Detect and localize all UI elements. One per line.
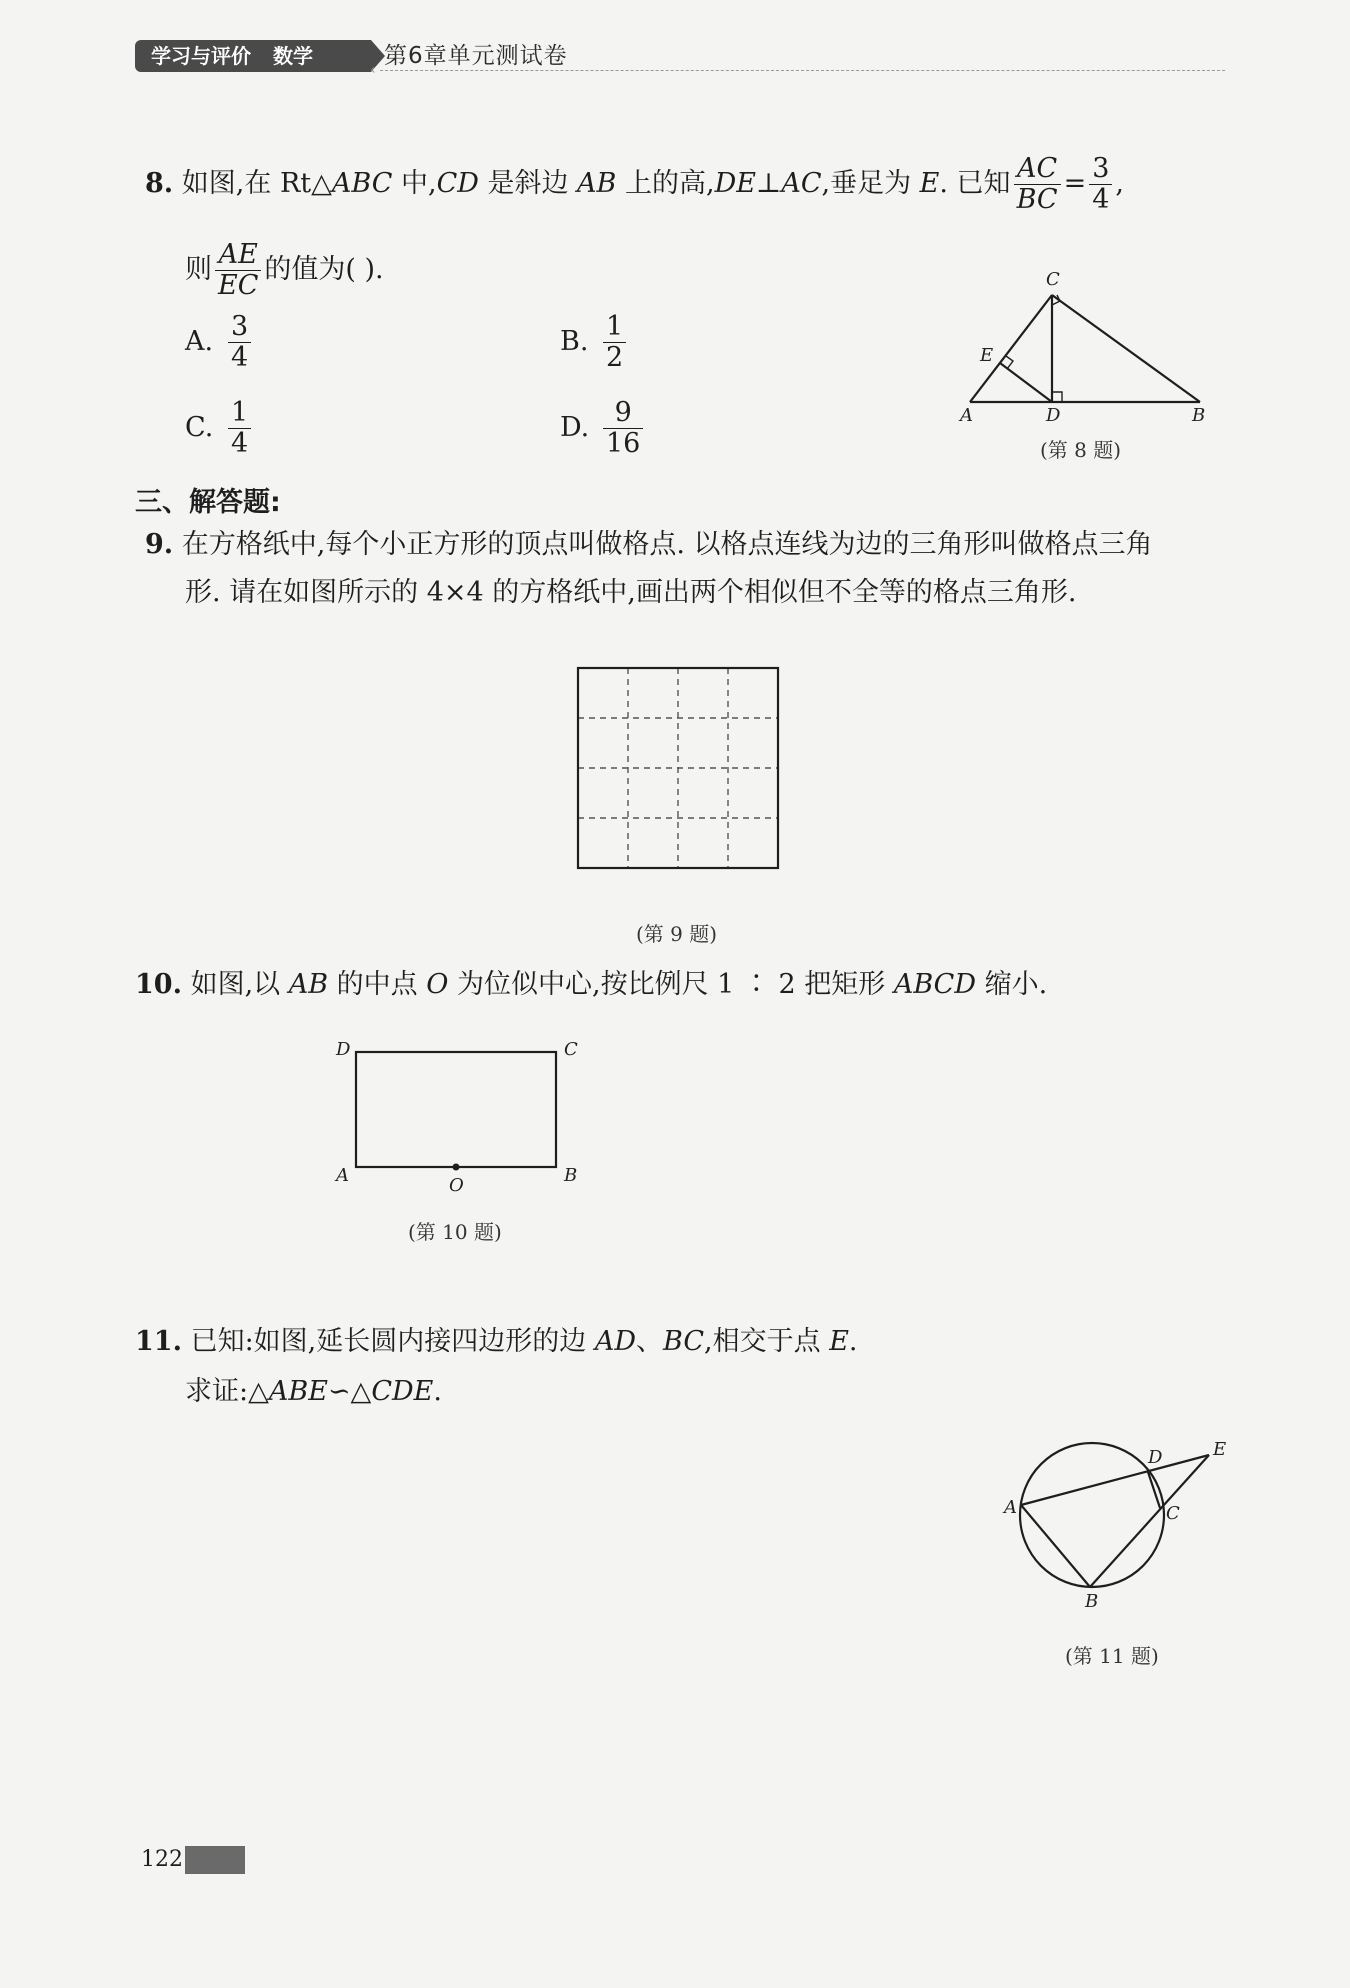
q8-ask-fraction bbox=[215, 240, 261, 301]
point-label-b: B bbox=[1192, 405, 1206, 426]
frac-den: EC bbox=[218, 270, 259, 301]
option-label: C. bbox=[185, 412, 214, 443]
q8-ask-text: 的值为( ). bbox=[264, 254, 384, 285]
header-divider bbox=[380, 70, 1225, 71]
q9-line1 bbox=[145, 528, 1153, 562]
q8-var: E bbox=[919, 168, 940, 199]
frac-num: 1 bbox=[228, 398, 251, 429]
point-label-a: A bbox=[960, 405, 973, 426]
segment-bc bbox=[1052, 295, 1200, 402]
frac-den: BC bbox=[1016, 184, 1058, 215]
frac-num: AE bbox=[215, 240, 261, 271]
q8-ask bbox=[185, 240, 384, 301]
q11-number: 11. bbox=[135, 1326, 182, 1357]
q8-text: . 已知 bbox=[939, 168, 1011, 199]
point-label-a: A bbox=[1004, 1497, 1017, 1518]
q8-text: 是斜边 bbox=[478, 168, 578, 199]
option-fraction bbox=[603, 312, 626, 373]
q8-var: AC bbox=[781, 168, 822, 199]
q10-text: 的中点 bbox=[328, 969, 427, 1000]
point-label-b: B bbox=[564, 1165, 578, 1186]
point-label-c: C bbox=[1166, 1503, 1180, 1524]
q8-var: DE bbox=[714, 168, 756, 199]
q8-figure bbox=[950, 265, 1220, 425]
point-label-d: D bbox=[1046, 405, 1061, 426]
point-label-e: E bbox=[980, 345, 994, 366]
q8-var: ABC bbox=[331, 168, 393, 199]
q10-caption: (第 10 题) bbox=[408, 1220, 502, 1244]
q8-option-d[interactable] bbox=[560, 398, 646, 459]
frac-num: 3 bbox=[228, 312, 251, 343]
header-arrow-icon: ‹ bbox=[370, 62, 376, 78]
q11-text: 已知:如图,延长圆内接四边形的边 bbox=[190, 1326, 595, 1357]
q8-given-value bbox=[1089, 154, 1112, 215]
point-label-d: D bbox=[336, 1039, 351, 1060]
q10-text: 缩小. bbox=[976, 969, 1048, 1000]
q8-text: 上的高, bbox=[616, 168, 715, 199]
q8-equals: = bbox=[1063, 168, 1087, 199]
option-fraction bbox=[228, 398, 251, 459]
frac-den: 2 bbox=[606, 342, 624, 373]
point-label-c: C bbox=[1046, 269, 1060, 290]
q11-var: E bbox=[829, 1326, 849, 1357]
q11-prove bbox=[185, 1375, 442, 1409]
header-badge bbox=[135, 40, 371, 72]
q11-figure bbox=[1000, 1435, 1240, 1615]
point-label-e: E bbox=[1213, 1439, 1227, 1460]
q10-var: AB bbox=[288, 969, 329, 1000]
q11-caption: (第 11 题) bbox=[1065, 1644, 1159, 1668]
q10-figure bbox=[330, 1035, 590, 1195]
q9-line2: 形. 请在如图所示的 4×4 的方格纸中,画出两个相似但不全等的格点三角形. bbox=[185, 577, 1077, 608]
frac-num: 3 bbox=[1089, 154, 1112, 185]
header-chapter: 第6章单元测试卷 bbox=[384, 43, 568, 69]
q11-var: AD bbox=[594, 1326, 636, 1357]
q8-caption: (第 8 题) bbox=[1040, 438, 1122, 462]
q8-var: AB bbox=[577, 168, 617, 199]
q9-grid-paper[interactable] bbox=[578, 668, 778, 868]
q11-text: 求证:△ bbox=[185, 1376, 269, 1407]
q8-text: ,垂足为 bbox=[821, 168, 920, 199]
q9-text: 在方格纸中,每个小正方形的顶点叫做格点. 以格点连线为边的三角形叫做格点三角 bbox=[181, 529, 1153, 560]
frac-num: 9 bbox=[603, 398, 643, 429]
point-label-d: D bbox=[1148, 1447, 1163, 1468]
header-book: 学习与评价 bbox=[151, 44, 251, 68]
q8-statement bbox=[145, 154, 1124, 215]
q9-caption: (第 9 题) bbox=[636, 922, 718, 946]
option-label: A. bbox=[185, 326, 214, 357]
frac-den: 4 bbox=[231, 342, 249, 373]
frac-den: 4 bbox=[1092, 184, 1110, 215]
q10-statement bbox=[135, 968, 1047, 1002]
option-label: B. bbox=[560, 326, 589, 357]
q8-text: 中, bbox=[392, 168, 437, 199]
option-fraction bbox=[228, 312, 251, 373]
point-label-b: B bbox=[1085, 1591, 1099, 1612]
q9-number: 9. bbox=[145, 529, 174, 560]
right-angle-d bbox=[1052, 392, 1062, 402]
rectangle-abcd bbox=[356, 1052, 556, 1167]
q8-text: , bbox=[1115, 168, 1124, 199]
q8-option-c[interactable] bbox=[185, 398, 254, 459]
frac-den: 4 bbox=[231, 428, 249, 459]
q11-text: . bbox=[433, 1376, 442, 1407]
section-title: 三、解答题: bbox=[135, 487, 281, 518]
point-o bbox=[453, 1164, 460, 1171]
option-fraction bbox=[603, 398, 643, 459]
q10-var: O bbox=[426, 969, 449, 1000]
page-number: 122 bbox=[135, 1846, 245, 1874]
q8-given-fraction bbox=[1014, 154, 1061, 215]
q8-var: CD bbox=[436, 168, 479, 199]
frac-den: 16 bbox=[606, 428, 641, 459]
frac-num: 1 bbox=[603, 312, 626, 343]
point-label-a: A bbox=[336, 1165, 349, 1186]
q11-var: CDE bbox=[371, 1376, 434, 1407]
q8-ask-text: 则 bbox=[185, 254, 212, 285]
q11-text: ,相交于点 bbox=[704, 1326, 830, 1357]
point-label-o: O bbox=[449, 1175, 464, 1196]
circle bbox=[1020, 1443, 1164, 1587]
q8-perp-symbol: ⊥ bbox=[755, 168, 782, 199]
segment-ab bbox=[1021, 1505, 1090, 1587]
frac-num: AC bbox=[1014, 154, 1061, 185]
q8-option-b[interactable] bbox=[560, 312, 629, 373]
q11-text: . bbox=[848, 1326, 858, 1357]
header-subject: 数学 bbox=[273, 44, 313, 68]
q8-number: 8. bbox=[145, 168, 174, 199]
q11-text: 、 bbox=[636, 1326, 663, 1357]
q10-number: 10. bbox=[135, 969, 182, 1000]
q11-statement bbox=[135, 1325, 858, 1359]
q11-similar-symbol: ∽△ bbox=[327, 1376, 372, 1407]
q10-var: ABCD bbox=[893, 969, 976, 1000]
line-ae bbox=[1021, 1455, 1209, 1505]
option-label: D. bbox=[560, 412, 590, 443]
q8-text: 如图,在 Rt△ bbox=[181, 168, 332, 199]
q8-option-a[interactable] bbox=[185, 312, 254, 373]
q11-var: ABE bbox=[268, 1376, 328, 1407]
point-label-c: C bbox=[564, 1039, 578, 1060]
q10-text: 如图,以 bbox=[190, 969, 289, 1000]
q11-var: BC bbox=[663, 1326, 705, 1357]
q10-text: 为位似中心,按比例尺 1 ∶ 2 把矩形 bbox=[448, 969, 894, 1000]
